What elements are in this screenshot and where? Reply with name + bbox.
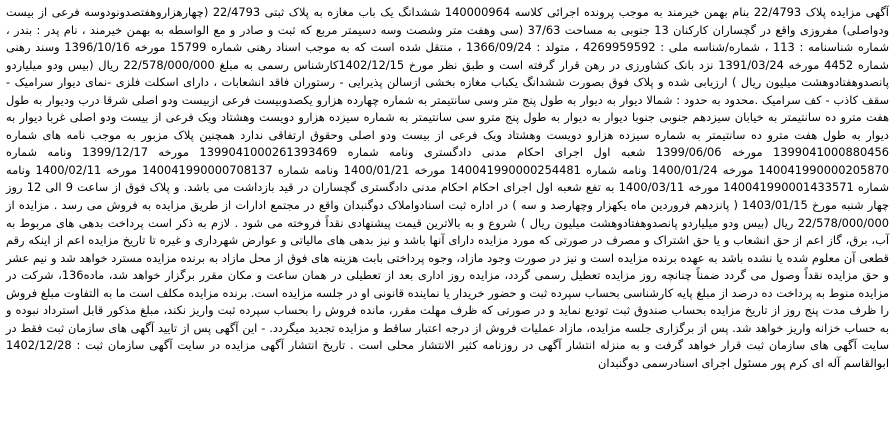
auction-notice-text: آگهی مزایده پلاک 22/4793 بنام بهمن خیرمند به موجب پرونده اجرائی کلاسه 140000964 ششدانگ یک باب مغازه به پلاک ثبتی 22/4793 (چهارهزاروهفتصدونودوسه فرعی از بیست ودواصلی) مفروزی واقع در گچساران کارکنان 13 جنوبی به مساحت 37/63 (سی وهفت متر وشصت وسه دسیمتر مربع که ثبت و صادر و مع الواسطه به بهمن خیرمند ، نام پدر : بندر ، شماره شناسنامه : 113 ، شماره/شناسه ملی : 4269959592 ، متولد : 1366/09/24 ، منتقل شده است که به موجب اسناد رهنی شماره 15799 مورخه 1396/10/16 وسند رهنی شماره 4452 مورخه 1391/03/24 نزد بانک کشاورزی در رهن قرار گرفته است و طبق نظر مورخ 1402/12/15کارشناس رسمی به مبلغ 22/578/000/000 ریال (بیس ودو میلیاردو پانصدوهفتادوهشت میلیون ریال ) ارزیابی شده و پلاک فوق بصورت ششدانگ یکباب مغازه بخشی ازسالن پذیرایی - رستوران فاقد انشعابات ، دارای اسکلت فلزی -نمای دیوار سرامیک - سقف کاذب - کف سرامیک .محدود به حدود : شمالا دیوار به دیوار به طول پنج متر وسی سانتیمتر به شماره چهارده هزارو یکصدوبیست فرعی ازبیست ودو اصلی شرقا درب وديوار به طول هفت مترو ده سانتیمتر به خیابان سیزدهم جنوبی جنوبا دیوار به دیوار به طول پنج مترو سی سانتیمتر به شماره سیزده هزارو دویست وهشتاد ویک فرعی از بیست ودو اصلی غربا دیوار به دیوار به طول هفت مترو ده سانتیمتر به شماره سیزده هزارو دویست وهشتاد ویک فرعی از بیست ودو اصلی وحقوق ارتفاقی ندارد همچنین پلاک مزبور به موجب نامه های شماره 1399041000880456 مورخه 1399/06/06 شعبه اول اجرای احکام مدنی دادگستری ونامه شماره 1399041000261393469 مورخه 1399/12/17 ونامه شماره 140041990000205870 مورخه 1400/01/24 ونامه شماره 140041990000254481 مورخه 1400/01/21 ونامه شماره 140041990000708137 مورخه 1400/02/11 ونامه شماره 140041990001433571 مورخه 1400/03/11 به تفع شعبه اول اجرای احکام احکام مدنی دادگستری گچساران در قید بازداشت می باشد. و پلاک فوق از ساعت 9 الی 12 روز چهار شنبه مورخ 1403/01/15 ( پانزدهم فروردین ماه یکهزار وچهارصد و سه ) در اداره ثبت اسنادواملاک دوگنبدان واقع در مجتمع ادارات از طریق مزایده به فروش می رسد . مزایده از 22/578/000/000 ریال (بیس ودو میلیاردو پانصدوهفتادوهشت میلیون ریال ) شروع و به بالاترین قیمت پیشنهادی نقداً فروخته می شود . لازم به ذکر است پرداخت بدهی های مربوط به آب، برق، گاز اعم از حق انشعاب و یا حق اشتراک و مصرف در صورتی که مورد مزایده دارای آنها باشد و نیز بدهی های مالیاتی و عوارض شهرداری و غیره تا تاریخ مزایده اعم از اینکه رقم قطعی آن معلوم شده یا نشده باشد به عهده برنده مزایده است و نیز در صورت وجود مازاد، وجوه پرداختی بابت هزینه های فوق از محل مازاد به برنده مزایده مسترد خواهد شد و نیم عشر و حق مزایده نقداً وصول می گردد ضمناً چنانچه روز مزایده تعطیل رسمی گردد، مزایده روز اداری بعد از تعطیلی در همان ساعت و مکان مقرر برگزار خواهد شد، ماده136، شرکت در مزایده منوط به پرداخت ده درصد از مبلغ پایه کارشناسی بحساب سپرده ثبت و حضور خریدار یا نماینده قانونی او در جلسه مزایده است. برنده مزایده مکلف است ما به التفاوت مبلغ فروش را ظرف مدت پنج روز از تاریخ مزایده بحساب صندوق ثبت تودیع نماید و در صورتی که ظرف مهلت مقرر، مانده فروش را بحساب سپرده ثبت واریز نکند، مبلغ مذکور قابل استرداد نبوده و به حساب خزانه واریز خواهد شد. پس از برگزاری جلسه مزایده، مازاد عملیات فروش از درجه اعتبار ساقط و مزایده تجدید میگردد. - این آگهی پس از تایید آگهی های سازمان ثبت فقط در سایت آگهی های سازمان ثبت قرار خواهد گرفت و به منزله انتشار آگهی در روزنامه کثیر الانتشار محلی است . تاریخ انتشار آگهی مزایده در سایت آگهی سازمان ثبت : 1402/12/28 ابوالقاسم آله ای کرم پور مسئول اجرای اسنادرسمی دوگنبدان xyxy=(6,5,890,370)
